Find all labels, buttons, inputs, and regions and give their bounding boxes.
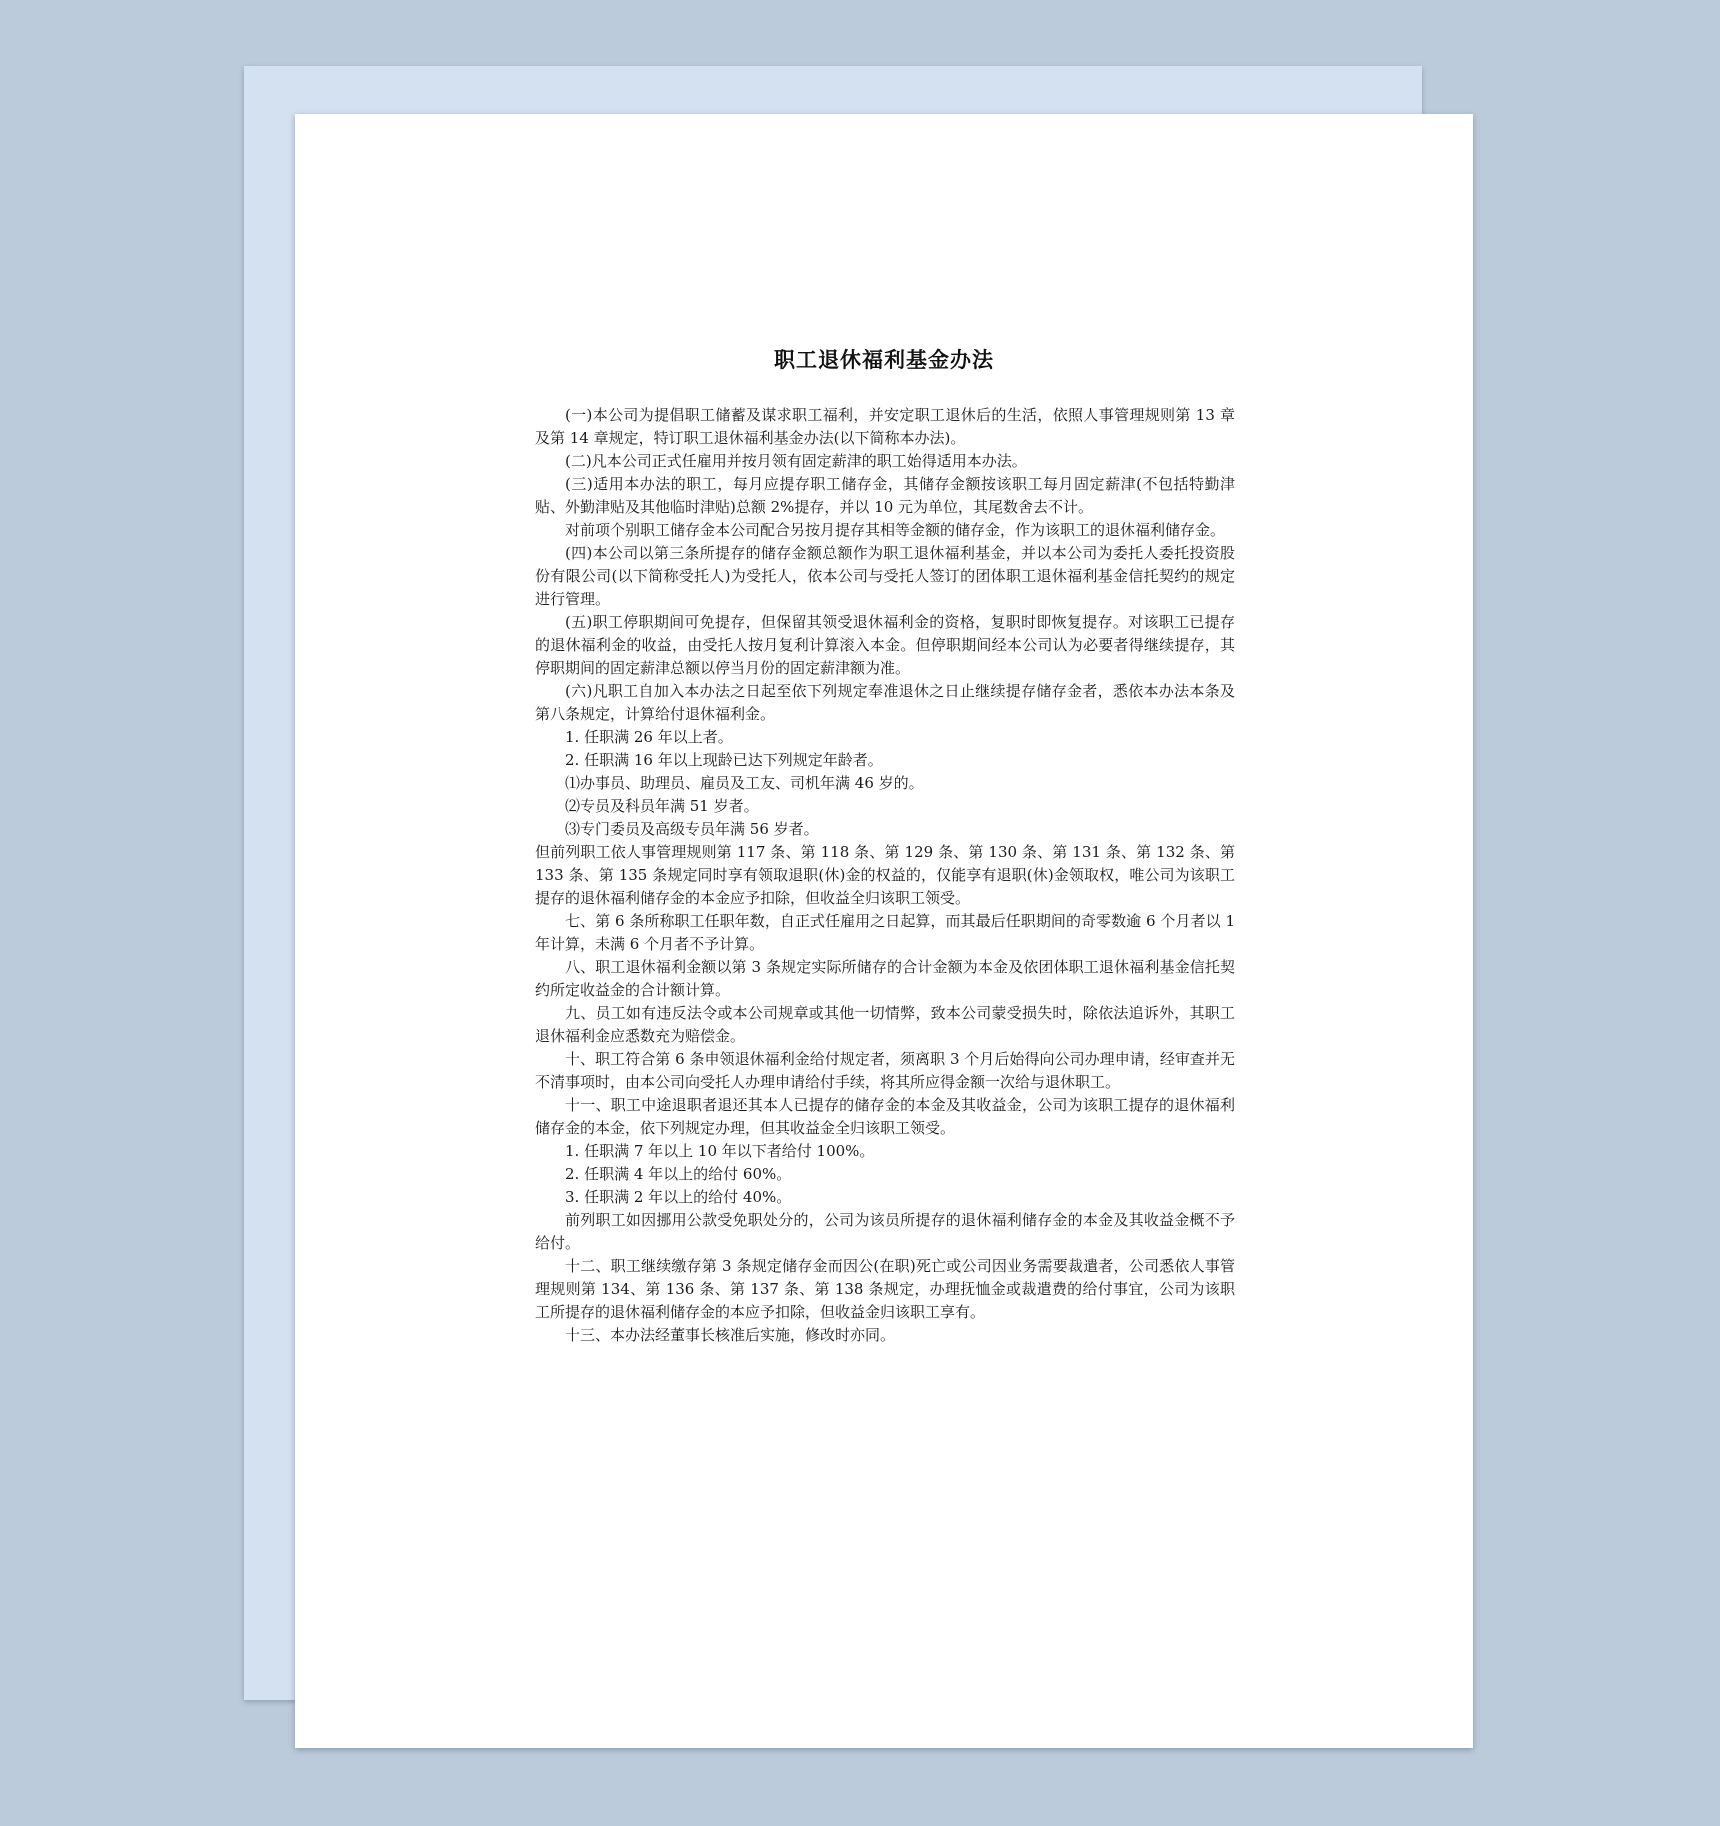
paragraph: 十、职工符合第 6 条申领退休福利金给付规定者，须离职 3 个月后始得向公司办理申请，经审查并无不清事项时，由本公司向受托人办理申请给付手续，将其所应得金额一次给与退休职工。: [535, 1050, 1235, 1091]
paragraph: (四)本公司以第三条所提存的储存金额总额作为职工退休福利基金，并以本公司为委托人委托投资股份有限公司(以下简称受托人)为受托人，依本公司与受托人签订的团体职工退休福利基金信托契约的规定进行管理。: [535, 544, 1235, 608]
paragraph: 七、第 6 条所称职工任职年数，自正式任雇用之日起算，而其最后任职期间的奇零数逾 6 个月者以 1 年计算，未满 6 个月者不予计算。: [535, 912, 1235, 953]
paragraph: (三)适用本办法的职工，每月应提存职工储存金，其储存金额按该职工每月固定薪津(不包括特勤津贴、外勤津贴及其他临时津贴)总额 2%提存，并以 10 元为单位，其尾数舍去不计。: [535, 475, 1235, 516]
paragraph: 前列职工如因挪用公款受免职处分的，公司为该员所提存的退休福利储存金的本金及其收益金概不予给付。: [535, 1211, 1235, 1252]
paragraph: 2. 任职满 4 年以上的给付 60%。: [565, 1165, 792, 1183]
paragraph: 十三、本办法经董事长核准后实施，修改时亦同。: [565, 1326, 896, 1344]
paragraph: 对前项个别职工储存金本公司配合另按月提存其相等金额的储存金，作为该职工的退休福利储存金。: [565, 521, 1226, 539]
paragraph: 八、职工退休福利金额以第 3 条规定实际所储存的合计金额为本金及依团体职工退休福利基金信托契约所定收益金的合计额计算。: [535, 958, 1235, 999]
paragraph: 1. 任职满 26 年以上者。: [565, 728, 733, 746]
document-body: [535, 404, 1235, 1347]
paragraph: (六)凡职工自加入本办法之日起至依下列规定奉准退休之日止继续提存储存金者，悉依本办法本条及第八条规定，计算给付退休福利金。: [535, 682, 1235, 723]
paragraph: 3. 任职满 2 年以上的给付 40%。: [565, 1188, 792, 1206]
paragraph: 十一、职工中途退职者退还其本人已提存的储存金的本金及其收益金，公司为该职工提存的退休福利储存金的本金，依下列规定办理，但其收益金全归该职工领受。: [535, 1096, 1235, 1137]
paragraph: ⑵专员及科员年满 51 岁者。: [565, 797, 759, 815]
document-page: [295, 114, 1473, 1748]
paragraph: (二)凡本公司正式任雇用并按月领有固定薪津的职工始得适用本办法。: [565, 452, 1027, 470]
paragraph: ⑶专门委员及高级专员年满 56 岁者。: [565, 820, 819, 838]
paragraph: 十二、职工继续缴存第 3 条规定储存金而因公(在职)死亡或公司因业务需要裁遣者，公司悉依人事管理规则第 134、第 136 条、第 137 条、第 138 条规定，办理抚恤金或裁遣费的给付事宜，公司为该职工所提存的退休福利储存金的本应予扣除，但收益金归该职工享有。: [535, 1257, 1235, 1321]
paragraph: 1. 任职满 7 年以上 10 年以下者给付 100%。: [565, 1142, 875, 1160]
paragraph: (五)职工停职期间可免提存，但保留其领受退休福利金的资格，复职时即恢复提存。对该职工已提存的退休福利金的收益，由受托人按月复利计算滚入本金。但停职期间经本公司认为必要者得继续提存，其停职期间的固定薪津总额以停当月份的固定薪津额为准。: [535, 613, 1235, 677]
paragraph: 九、员工如有违反法令或本公司规章或其他一切情弊，致本公司蒙受损失时，除依法追诉外，其职工退休福利金应悉数充为赔偿金。: [535, 1004, 1235, 1045]
paragraph: 2. 任职满 16 年以上现龄已达下列规定年龄者。: [565, 751, 883, 769]
paragraph: (一)本公司为提倡职工储蓄及谋求职工福利，并安定职工退休后的生活，依照人事管理规则第 13 章及第 14 章规定，特订职工退休福利基金办法(以下简称本办法)。: [535, 406, 1235, 447]
paragraph: 但前列职工依人事管理规则第 117 条、第 118 条、第 129 条、第 130 条、第 131 条、第 132 条、第 133 条、第 135 条规定同时享有领取退职(休)金的权益的，仅能享有退职(休)金领取权，唯公司为该职工提存的退休福利储存金的本金应予扣除，但收益全归该职工领受。: [535, 843, 1235, 907]
document-title: 职工退休福利基金办法: [774, 347, 994, 372]
paragraph: ⑴办事员、助理员、雇员及工友、司机年满 46 岁的。: [565, 774, 924, 792]
